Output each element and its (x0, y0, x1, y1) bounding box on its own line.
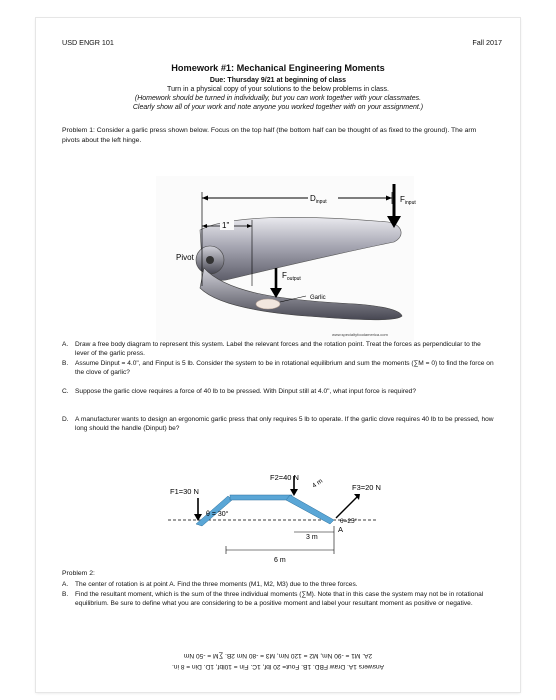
problem2-title: Problem 2: (62, 570, 95, 577)
theta2-label: θ=25° (340, 518, 358, 525)
collab-note-2: Clearly show all of your work and note anyone you worked together with on your assignment.) (132, 104, 424, 111)
question-label: B. (62, 360, 69, 367)
question-text: Draw a free body diagram to represent this system. Label the relevant forces and the rotation point. Treat the forces as perpendicular to the lever of the garlic press. (75, 341, 481, 358)
homework-page (36, 18, 520, 692)
garlic-clove (256, 299, 280, 309)
question-label: A. (62, 581, 69, 588)
point-a-label: A (338, 525, 344, 534)
answers-line-1: Answers 1A. Draw FBD. 1B. Fout= 20 lbf, 1C. Fin = 10lbf, 1D. Din = 8 in. (172, 663, 385, 670)
question-text: A manufacturer wants to design an ergonomic garlic press that only requires 5 lb to operate. If the garlic clove requires 40 lb to be pressed, how long should the handle (Dinput) be? (75, 416, 494, 433)
question-label: A. (62, 341, 69, 348)
beam-segment-middle (230, 495, 292, 500)
answers-line-2: 2A. M1 = -90 Nm, M2 = 120 Nm, M3 = -80 Nm 2B. ∑M = -50 Nm (183, 652, 373, 659)
question-text: Find the resultant moment, which is the sum of the three individual moments (∑M). Note that in this case the system may not be in rotational equilibrium. Be sure to define what you are considering to be a positive moment and label your resultant moment as positive or negative. (75, 591, 484, 608)
one-inch-label: 1" (222, 221, 230, 230)
problem1-intro: Problem 1: Consider a garlic press shown below. Focus on the top half (the bottom half can be thought of as fixed to the ground). The arm pivots about the left hinge. (62, 127, 477, 144)
question-label: D. (62, 416, 69, 423)
f3-label: F3=20 N (352, 483, 381, 492)
question-text: The center of rotation is at point A. Find the three moments (M1, M2, M3) due to the three forces. (75, 581, 358, 588)
question-label: C. (62, 388, 69, 395)
len-4m-label: 4 m (311, 477, 325, 490)
f-output-label: $F_{output}$ (282, 271, 301, 282)
f-input-label: $F_{input}$ (400, 195, 416, 206)
f3-arrow (336, 496, 358, 518)
question-label: B. (62, 591, 69, 598)
turn-in-note: Turn in a physical copy of your solutions to the below problems in class. (167, 86, 389, 93)
len-3m-label: 3 m (306, 534, 318, 541)
term-label: Fall 2017 (472, 38, 502, 47)
question-text: Assume Dinput = 4.0", and Finput is 5 lb. Consider the system to be in rotational equilibrium and sum the moments (∑M = 0) to find the force on the clove of garlic? (75, 360, 494, 377)
course-label: USD ENGR 101 (62, 38, 114, 47)
garlic-label: Garlic (310, 295, 326, 301)
d-input-label: $D_{input}$ (310, 194, 327, 205)
photo-credit: www.specialtyfoodamerica.com (332, 332, 388, 337)
f2-label: F2=40 N (270, 473, 299, 482)
question-text: Suppose the garlic clove requires a force of 40 lb to be pressed. With Dinput still at 4.0", what input force is required? (75, 388, 417, 395)
collab-note-1: (Homework should be turned in individually, but you can work together with your classmates. (134, 95, 422, 102)
page-title: Homework #1: Mechanical Engineering Moments (171, 63, 385, 73)
force-diagram (146, 458, 416, 568)
pivot-label: Pivot (176, 253, 194, 262)
upside-down-answers (36, 650, 520, 672)
theta1-label: θ = 30° (206, 511, 229, 518)
f1-label: F1=30 N (170, 487, 199, 496)
len-6m-label: 6 m (274, 557, 286, 564)
garlic-press-figure (156, 176, 414, 341)
due-date: Due: Thursday 9/21 at beginning of class (209, 77, 347, 84)
